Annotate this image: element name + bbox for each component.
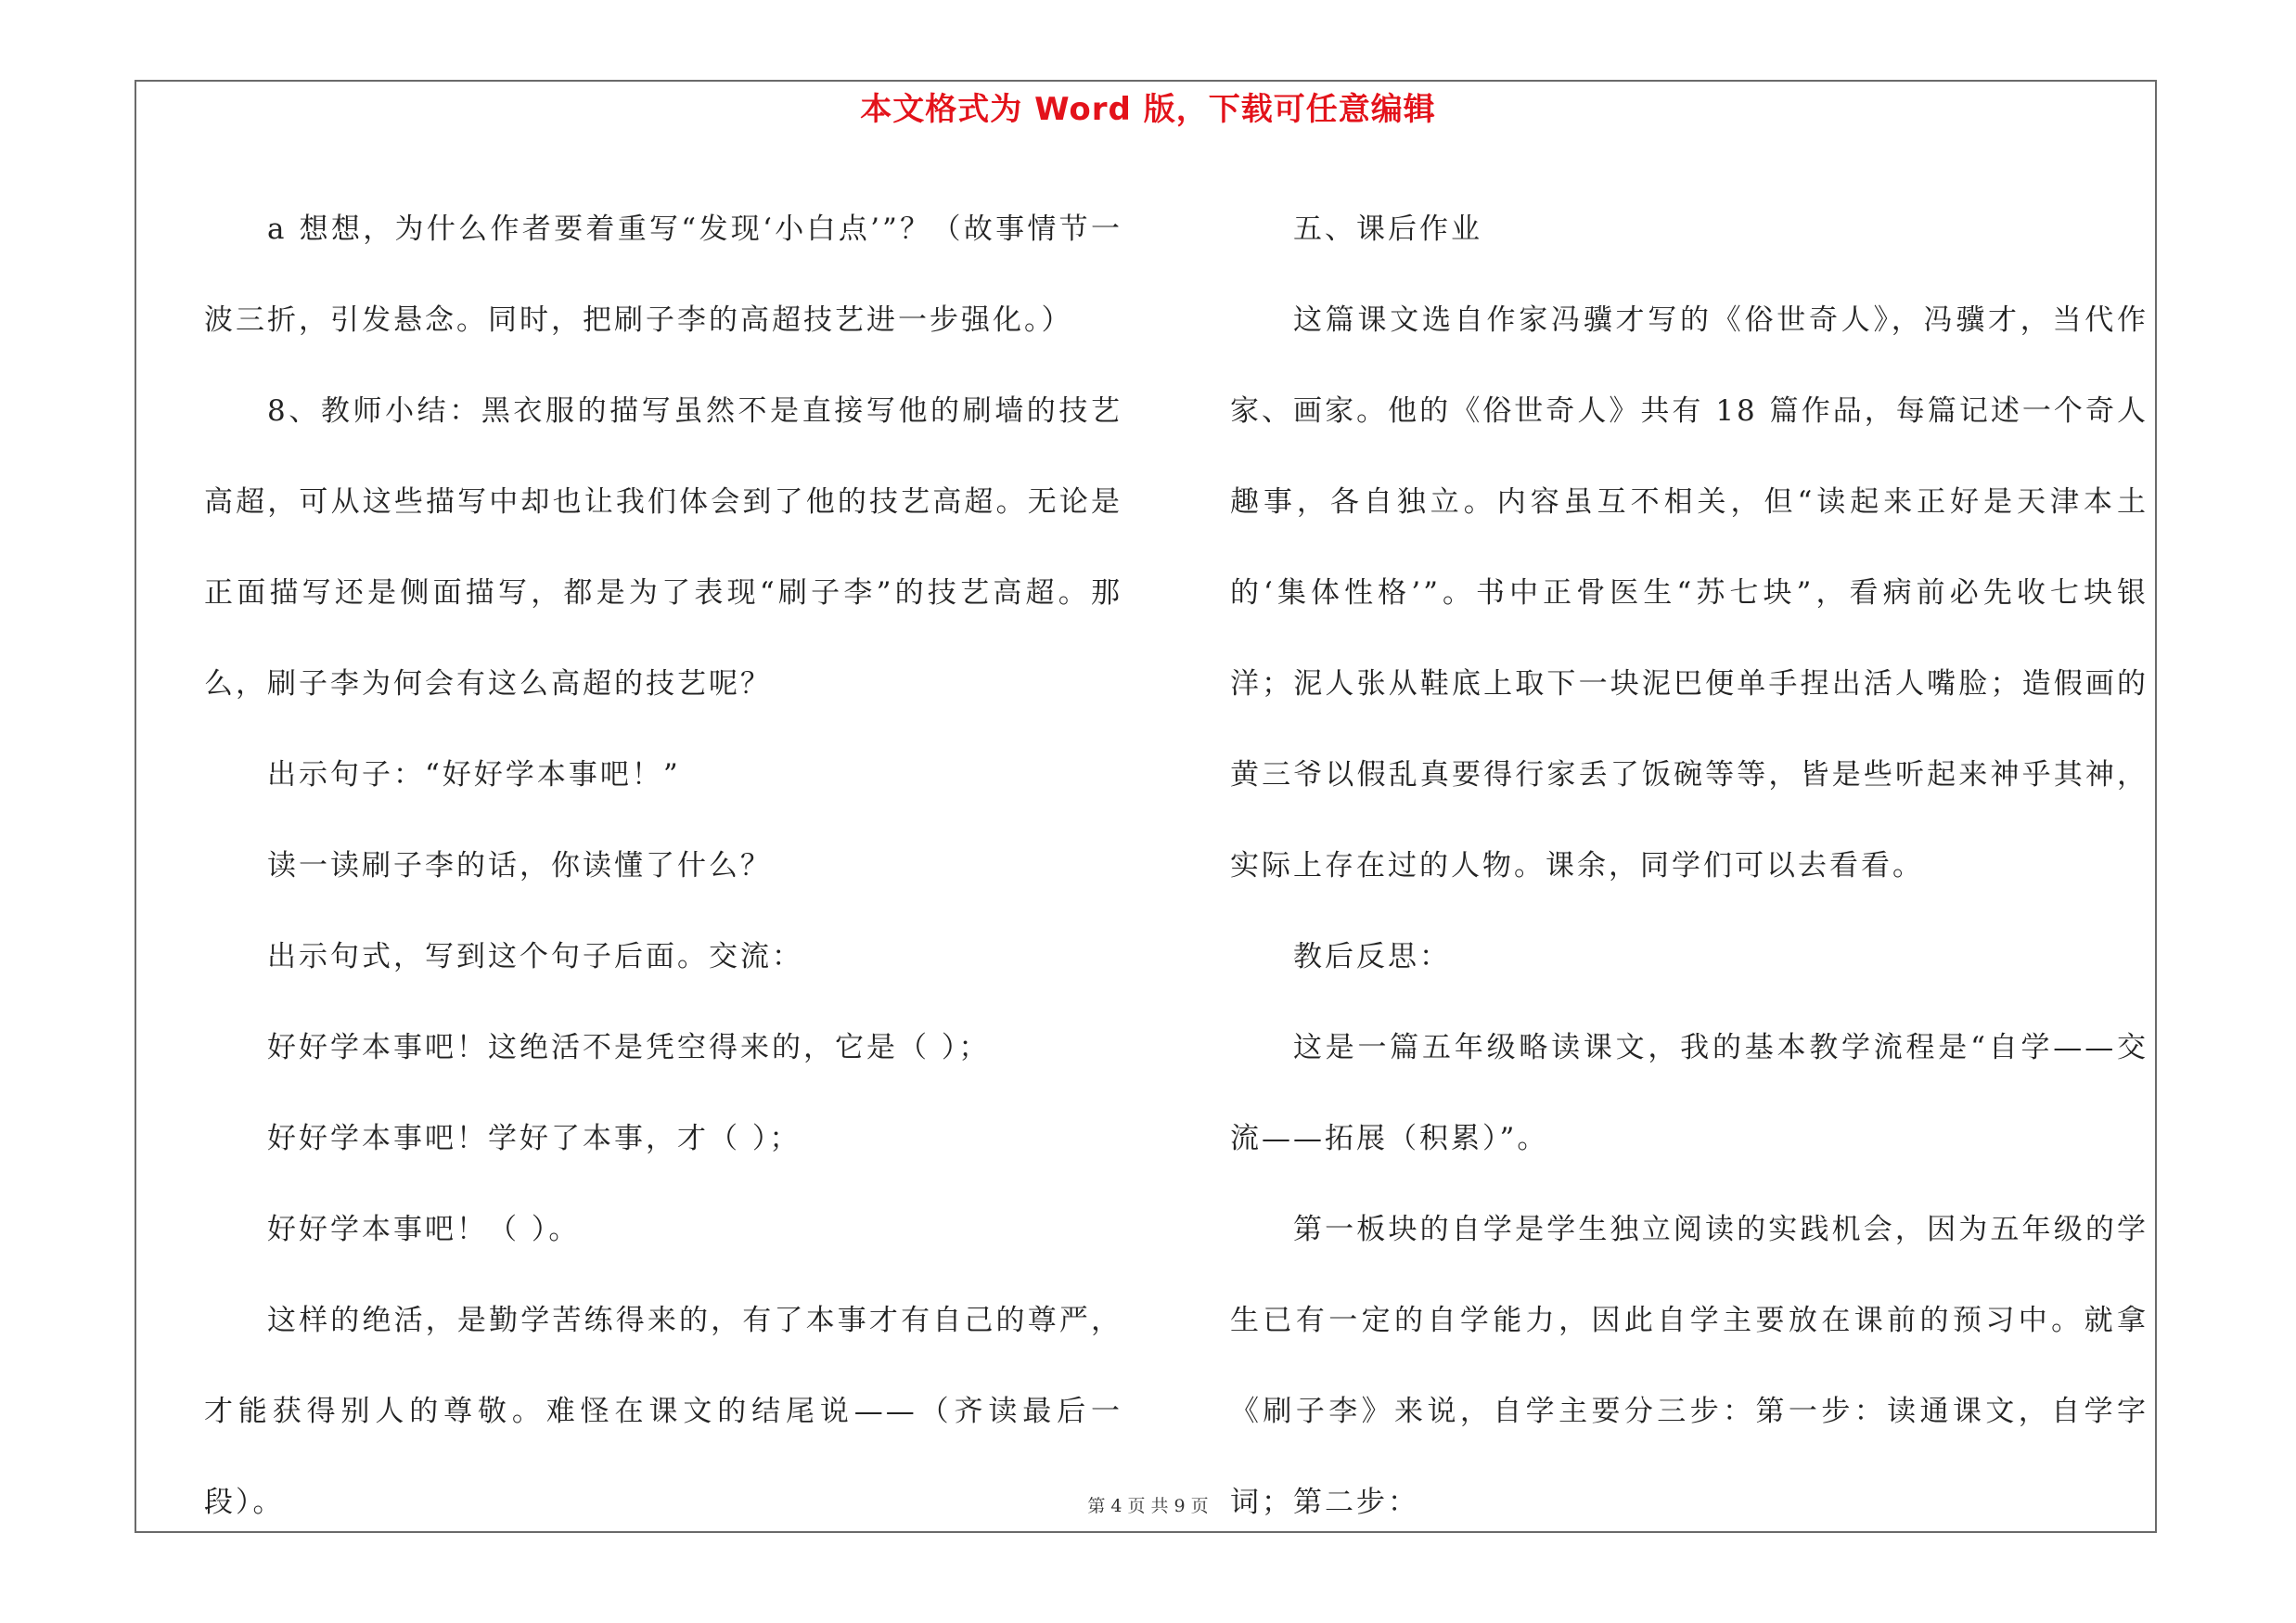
right-column — [1230, 184, 2148, 1548]
left-column — [204, 184, 1122, 1548]
paragraph: a 想想，为什么作者要着重写“发现‘小白点’”？（故事情节一波三折，引发悬念。同时，把刷子李的高超技艺进一步强化。） — [204, 213, 1122, 337]
page-number: 第 4 页 共 9 页 — [1087, 1496, 1209, 1516]
paragraph: 好好学本事吧！（ ）。 — [267, 1213, 581, 1246]
paragraph: 出示句式，写到这个句子后面。交流： — [267, 940, 803, 973]
paragraph: 这篇课文选自作家冯骥才写的《俗世奇人》，冯骥才，当代作家、画家。他的《俗世奇人》共有 18 篇作品，每篇记述一个奇人趣事，各自独立。内容虽互不相关，但“读起来正好是天津本土的‘集体性格’”。书中正骨医生“苏七块”，看病前必先收七块银洋；泥人张从鞋底上取下一块泥巴便单手捏出活人嘴脸；造假画的黄三爷以假乱真要得行家丢了饭碗等等，皆是些听起来神乎其神，实际上存在过的人物。课余，同学们可以去看看。 — [1230, 303, 2148, 882]
paragraph: 这是一篇五年级略读课文，我的基本教学流程是“自学——交流——拓展（积累）”。 — [1230, 1031, 2148, 1155]
paragraph: 8、教师小结：黑衣服的描写虽然不是直接写他的刷墙的技艺高超，可从这些描写中却也让我们体会到了他的技艺高超。无论是正面描写还是侧面描写，都是为了表现“刷子李”的技艺高超。那么，刷子李为何会有这么高超的技艺呢？ — [204, 394, 1122, 701]
paragraph: 这样的绝活，是勤学苦练得来的，有了本事才有自己的尊严，才能获得别人的尊敬。难怪在课文的结尾说——（齐读最后一段）。 — [204, 1304, 1122, 1519]
paragraph: 好好学本事吧！这绝活不是凭空得来的，它是（ ）； — [267, 1031, 991, 1064]
paragraph: 出示句子：“好好学本事吧！” — [267, 758, 681, 792]
document-header: 本文格式为 Word 版，下载可任意编辑 — [860, 91, 1436, 128]
paragraph: 读一读刷子李的话，你读懂了什么？ — [267, 849, 772, 882]
paragraph: 好好学本事吧！学好了本事，才（ ）； — [267, 1122, 802, 1155]
paragraph: 第一板块的自学是学生独立阅读的实践机会，因为五年级的学生已有一定的自学能力，因此自学主要放在课前的预习中。就拿《刷子李》来说，自学主要分三步：第一步：读通课文，自学字词；第二步： — [1230, 1213, 2148, 1519]
section-heading: 五、课后作业 — [1293, 213, 1482, 246]
section-heading: 教后反思： — [1293, 940, 1451, 973]
